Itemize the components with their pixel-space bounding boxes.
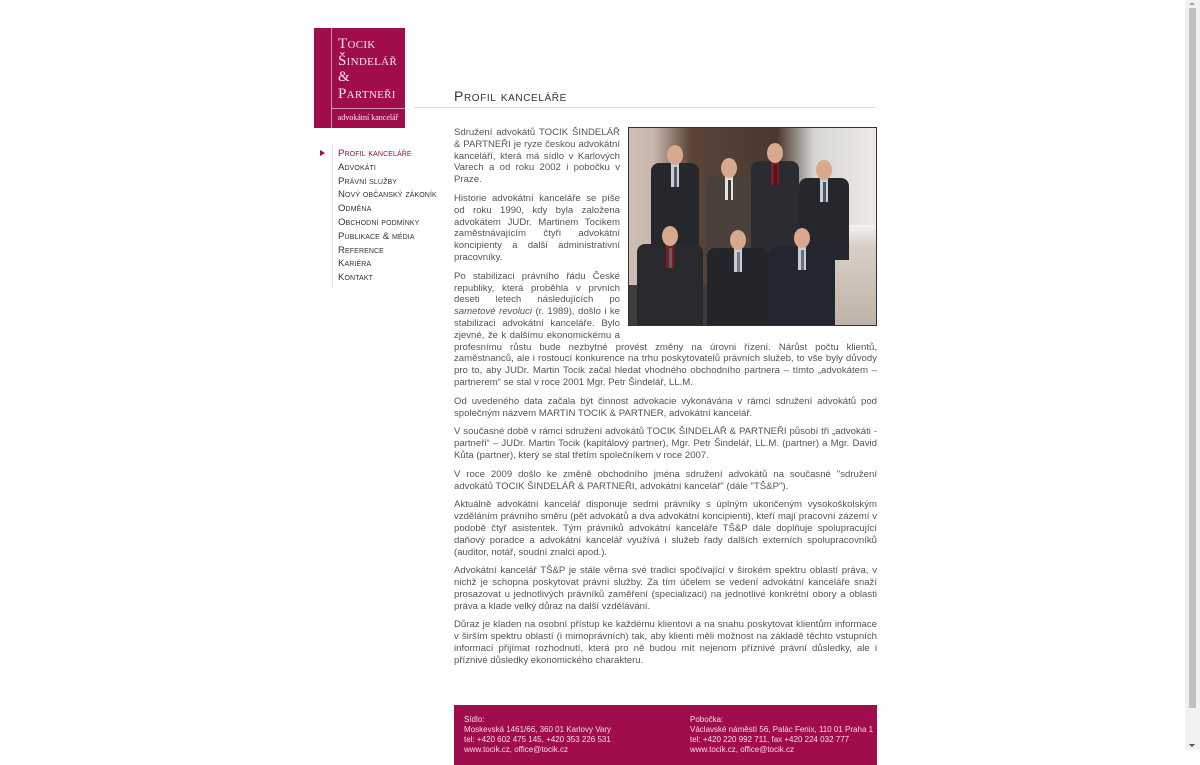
nav-item-profil[interactable] — [338, 147, 437, 161]
nav-item-obchodni-podminky[interactable] — [338, 216, 437, 230]
paragraph: Sdružení advokátů TOCIK ŠINDELÁŘ & PARTNEŘI je ryze českou advokátní kanceláří, která má sídlo v Karlových Varech a od roku 2002 i pobočku v Praze. — [454, 127, 620, 186]
footer-seat — [464, 715, 611, 755]
footer-label: Sídlo: — [464, 715, 485, 724]
footer-phone: tel: +420 220 992 711, fax +420 224 032 777 — [690, 735, 850, 744]
nav-item-label: Advokáti — [338, 161, 376, 173]
nav-item-label: Obchodní podmínky — [338, 216, 420, 228]
photo-person — [707, 230, 769, 326]
paragraph: V současné době v rámci sdružení advokátů TOCIK ŠINDELÁŘ & PARTNEŘI působí tři „advokáti - partneři“ – JUDr. Martin Tocik (kapitálový partner), Mgr. Petr Šindelář, LL.M. (partner) a Mgr. David Kůta (partner), který se stal třetím společníkem v roce 2007. — [454, 426, 877, 461]
logo-line: Tocik — [338, 36, 376, 52]
footer-web-link[interactable]: www.tocik.cz, office@tocik.cz — [464, 745, 568, 754]
sidebar-nav — [332, 145, 437, 287]
paragraph: Aktuálně advokátní kancelář disponuje sedmi právníky s úplným ukončeným vysokoškolským vzděláním právního směru (pět advokátů a dva advokátní koncipienti), kteří mají pracovní zázemí v podobě čtyř asistentek. Tým právníků advokátní kanceláře TŠ&P dále doplňuje spolupracující daňový poradce a advokátní kancelář využívá i služeb řady dalších externích spolupracovníků (auditor, notář, soudní znalci apod.). — [454, 499, 877, 558]
scrollbar-thumb[interactable] — [1189, 8, 1196, 708]
nav-item-label: Kariéra — [338, 258, 372, 270]
nav-item-odmena[interactable] — [338, 202, 437, 216]
nav-item-kariera[interactable] — [338, 257, 437, 271]
footer-address: Václavské náměstí 56, Palác Fenix, 110 01 Praha 1 — [690, 725, 874, 734]
nav-item-label: Odměna — [338, 203, 372, 215]
logo-line: Partneři — [338, 85, 396, 102]
nav-item-kontakt[interactable] — [338, 271, 437, 285]
logo-name — [338, 36, 397, 102]
team-photo — [628, 127, 877, 326]
nav-item-label: Reference — [338, 244, 384, 256]
scroll-down-arrow-icon[interactable] — [1189, 744, 1195, 747]
nav-item-label: Profil kanceláře — [338, 148, 412, 159]
photo-person — [769, 228, 835, 326]
nav-item-label: Publikace & média — [338, 230, 415, 242]
footer-address: Moskevská 1461/66, 360 01 Karlovy Vary — [464, 725, 612, 734]
paragraph: Advokátní kancelář TŠ&P je stále věrna své tradici spočívající v širokém spektru oblastí práva, v nichž je schopna poskytovat právní služby. Za tím účelem se vedení advokátní kanceláře snaží prosazovat u jednotlivých právníků zaměření (specializaci) na jednotlivé konkrétní obory a oblasti práva a klade velký důraz na další vzdělávání. — [454, 565, 877, 612]
nav-item-pravni-sluzby[interactable] — [338, 175, 437, 189]
nav-item-advokati[interactable] — [338, 161, 437, 175]
emphasis: sametové revoluci — [454, 306, 533, 318]
nav-item-label: Právní služby — [338, 175, 397, 187]
scroll-up-arrow-icon[interactable] — [1189, 2, 1195, 5]
footer — [454, 705, 877, 765]
paragraph: Od uvedeného data začala být činnost advokacie vykonávána v rámci sdružení advokátů pod společným názvem MARTIN TOCIK & PARTNER, advokátní kancelář. — [454, 395, 877, 419]
nav-item-label: Nový občanský zákoník — [338, 189, 437, 201]
page-header — [414, 88, 877, 108]
logo-line: Šindelář — [338, 52, 398, 69]
footer-branch — [690, 715, 873, 755]
photo-person — [637, 226, 703, 326]
logo-tagline: advokátní kancelář — [337, 113, 399, 122]
page-title: Profil kanceláře — [454, 88, 567, 104]
main-content — [454, 127, 877, 674]
logo-line: & — [338, 69, 350, 85]
text: Po stabilizaci právního řádu České republiky, která proběhla v prvních deseti letech následujících po — [454, 270, 620, 306]
logo[interactable] — [314, 28, 405, 128]
text: (r. 1989), došlo i ke stabilizaci advokátní kanceláře. Bylo zjevné, že k dalšímu ekonomickému a profesnímu růstu bude nezbytné provést změny na úrovni řízení. Nárůst počtu klientů, zaměstnanců, ale i rostoucí konkurence na trhu poskytovatelů právních služeb, to vše byly důvody pro to, aby JUDr. Martin Tocik začal hledat vhodného obchodního partnera – tímto „advokátem – partnerem“ se stal v roce 2001 Mgr. Petr Šindelář, LL.M. — [454, 306, 877, 388]
nav-item-publikace-media[interactable] — [338, 230, 437, 244]
logo-divider — [331, 108, 405, 109]
paragraph: Historie advokátní kanceláře se píše od roku 1990, kdy byla založena advokátem JUDr. Martinem Tocikem zaměstnávajícím čtyři advokátní koncipienty a další administrativní pracovníky. — [454, 192, 620, 263]
nav-item-reference[interactable] — [338, 244, 437, 258]
footer-web-link[interactable]: www.tocik.cz, office@tocik.cz — [690, 745, 794, 754]
paragraph: Důraz je kladen na osobní přístup ke každému klientovi a na snahu poskytovat klientům informace v širším spektru oblastí (i mimoprávních) tak, aby klienti měli možnost na základě těchto vstupních informací přijímat rozhodnutí, která pro ně budou mít nejenom příznivé právní důsledky, ale i příznivé důsledky ekonomického charakteru. — [454, 619, 877, 666]
footer-label: Pobočka: — [690, 715, 724, 724]
active-arrow-icon — [320, 150, 325, 156]
nav-item-label: Kontakt — [338, 272, 373, 284]
vertical-scrollbar[interactable] — [1185, 0, 1200, 750]
paragraph: V roce 2009 došlo ke změně obchodního jména sdružení advokátů na současné "sdružení advokátů TOCIK ŠINDELÁŘ & PARTNEŘI, advokátní kancelář" (dále "TŠ&P"). — [454, 468, 877, 492]
footer-phone: tel: +420 602 475 145, +420 353 226 531 — [464, 735, 611, 744]
nav-item-novy-obcansky-zakonik[interactable] — [338, 188, 437, 202]
